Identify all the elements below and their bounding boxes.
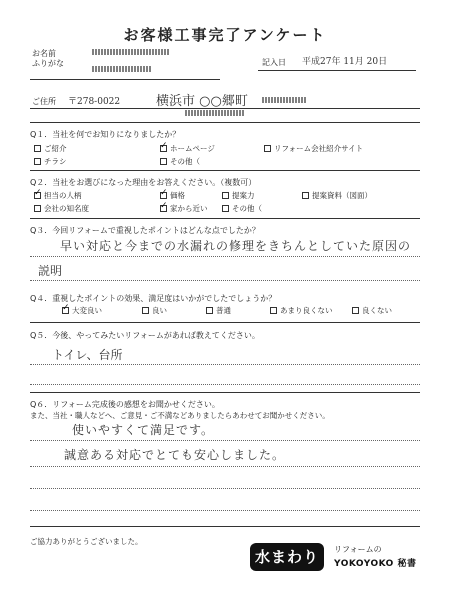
q6-dotted-line-4 (30, 510, 420, 511)
checkbox-icon[interactable] (142, 307, 149, 314)
checkbox-icon[interactable] (222, 205, 229, 212)
q2-option-other[interactable]: その他（ (222, 203, 262, 214)
q6-dotted-line-3 (30, 488, 420, 489)
address-value: 横浜市 ○○郷町 (156, 94, 248, 109)
q6-answer-line1: 使いやすくて満足です。 (72, 423, 215, 437)
q1-question: Q１．当社を何でお知りになりましたか？ (30, 130, 181, 139)
q2-option-proposal[interactable]: 提案力 (222, 190, 255, 201)
q1-option-referral[interactable]: ご紹介 (34, 143, 67, 154)
q6-bottom-line (30, 526, 420, 527)
q6-question-line2: また、当社・職人などへ、ご意見・ご不満などありましたらあわせてお聞かせください。 (30, 411, 330, 420)
checkbox-icon[interactable] (206, 307, 213, 314)
logo-brand-text: YOKOYOKO 秘書 (334, 559, 417, 569)
footer-thanks: ご協力ありがとうございました。 (30, 537, 143, 546)
q3-dotted-line-2 (30, 280, 420, 281)
address-underline (30, 108, 420, 109)
q1-option-referral-site[interactable]: リフォーム会社紹介サイト (264, 143, 363, 154)
q3-answer-line1: 早い対応と今までの水漏れの修理をきちんとしていた原因の (60, 239, 412, 253)
checkbox-checked-icon[interactable] (160, 192, 167, 199)
header-bottom-line (30, 122, 420, 123)
page-title: お客様工事完了アンケート (123, 26, 327, 44)
checkbox-icon[interactable] (264, 145, 271, 152)
q6-dotted-line-1 (30, 440, 420, 441)
checkbox-icon[interactable] (34, 145, 41, 152)
q2-option-reputation[interactable]: 会社の知名度 (34, 203, 89, 214)
checkbox-icon[interactable] (34, 158, 41, 165)
name-label: お名前 (32, 49, 56, 58)
q4-bottom-line (30, 322, 420, 323)
q5-question: Q５．今後、やってみたいリフォームがあれば教えてください。 (30, 331, 260, 340)
q2-option-drawings[interactable]: 提案資料（図面） (302, 190, 372, 201)
q2-bottom-line (30, 218, 420, 219)
q3-question: Q３．今回リフォームで重視したポイントはどんな点でしたか？ (30, 226, 260, 235)
postal-code: 〒278-0022 (68, 97, 121, 107)
company-logo (250, 543, 422, 573)
q5-answer: トイレ、台所 (52, 348, 123, 362)
checkbox-icon[interactable] (270, 307, 277, 314)
q1-bottom-line (30, 170, 420, 171)
q4-option-very-good[interactable]: ✓ 大変良い (62, 305, 102, 316)
q1-option-flyer[interactable]: チラシ (34, 156, 67, 167)
q5-dotted-line-1 (30, 364, 420, 365)
checkbox-checked-icon[interactable] (62, 307, 69, 314)
redacted-address-2 (185, 110, 245, 116)
q2-option-price[interactable]: ✓ 価格 (160, 190, 185, 201)
address-label: ご住所 (32, 97, 56, 106)
checkbox-icon[interactable] (222, 192, 229, 199)
q6-dotted-line-2 (30, 466, 420, 467)
name-underline (30, 79, 220, 80)
redacted-address-1 (262, 97, 307, 103)
redacted-name (92, 66, 152, 72)
checkbox-checked-icon[interactable] (160, 145, 167, 152)
checkbox-icon[interactable] (34, 205, 41, 212)
q4-option-bad[interactable]: 良くない (352, 305, 392, 316)
q6-answer-line2: 誠意ある対応でとても安心しました。 (64, 448, 286, 462)
furigana-label: ふりがな (32, 59, 64, 68)
checkbox-icon[interactable] (352, 307, 359, 314)
q4-option-good[interactable]: 良い (142, 305, 167, 316)
q6-question-line1: Q６．リフォーム完成後の感想をお聞かせください。 (30, 400, 220, 409)
q1-option-other[interactable]: その他（ (160, 156, 200, 167)
logo-main-text: 水まわり (250, 543, 324, 571)
q3-dotted-line-1 (30, 256, 420, 257)
redacted-name-furigana (92, 49, 170, 55)
checkbox-checked-icon[interactable] (160, 205, 167, 212)
date-value: 平成27年 11月 20日 (302, 57, 388, 67)
q5-dotted-line-2 (30, 384, 420, 385)
q2-option-personality[interactable]: ✓ 担当の人柄 (34, 190, 82, 201)
checkbox-icon[interactable] (302, 192, 309, 199)
checkbox-icon[interactable] (160, 158, 167, 165)
q2-option-nearby[interactable]: ✓ 家から近い (160, 203, 208, 214)
logo-sub-text: リフォームの (334, 545, 382, 554)
date-underline (258, 70, 416, 71)
checkbox-checked-icon[interactable] (34, 192, 41, 199)
q5-bottom-line (30, 392, 420, 393)
q3-answer-line2: 説明 (38, 264, 63, 278)
q4-option-not-good[interactable]: あまり良くない (270, 305, 333, 316)
q4-option-average[interactable]: 普通 (206, 305, 231, 316)
q1-option-homepage[interactable]: ✓ ホームページ (160, 143, 215, 154)
q2-question: Q２．当社をお選びになった理由をお答えください。（複数可） (30, 178, 257, 187)
date-label: 記入日 (262, 58, 286, 67)
q4-question: Q４．重視したポイントの効果、満足度はいかがでしたでしょうか？ (30, 294, 277, 303)
